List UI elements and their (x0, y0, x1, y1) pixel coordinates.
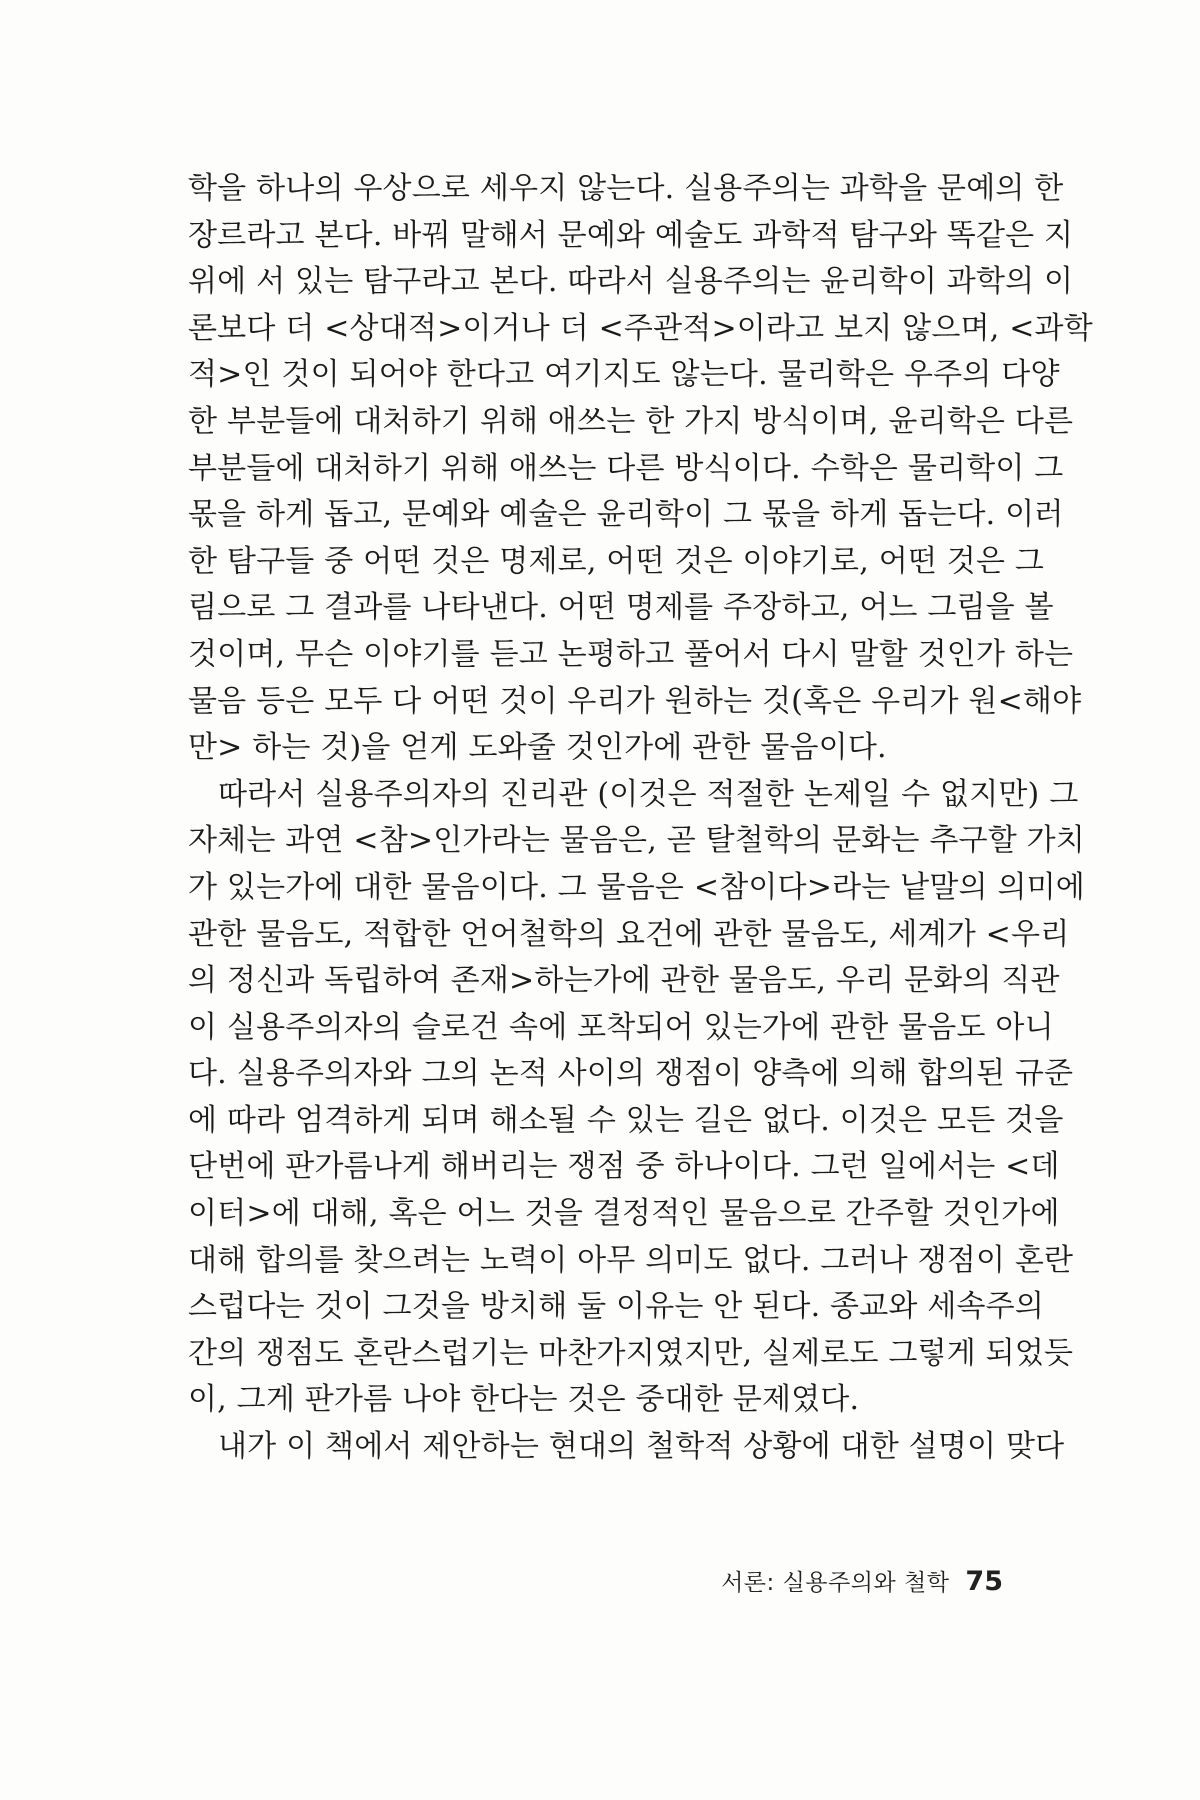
text-line: 이터>에 대해, 혹은 어느 것을 결정적인 물음으로 간주할 것인가에 (188, 1196, 1060, 1232)
running-head: 서론: 실용주의와 철학 (721, 1570, 950, 1596)
paragraph-start-line: 내가 이 책에서 제안하는 현대의 철학적 상황에 대한 설명이 맞다 (218, 1429, 1065, 1465)
text-line: 몫을 하게 돕고, 문예와 예술은 윤리학이 그 몫을 하게 돕는다. 이러 (188, 497, 1064, 533)
text-line: 것이며, 무슨 이야기를 듣고 논평하고 풀어서 다시 말할 것인가 하는 (188, 636, 1074, 672)
text-line: 부분들에 대처하기 위해 애쓰는 다른 방식이다. 수학은 물리학이 그 (188, 450, 1064, 486)
text-line: 에 따라 엄격하게 되며 해소될 수 있는 길은 없다. 이것은 모든 것을 (188, 1102, 1064, 1138)
text-line: 간의 쟁점도 혼란스럽기는 마찬가지였지만, 실제로도 그렇게 되었듯 (188, 1335, 1074, 1371)
text-line: 대해 합의를 찾으려는 노력이 아무 의미도 없다. 그러나 쟁점이 혼란 (188, 1242, 1074, 1278)
body-text (188, 166, 1093, 1471)
text-line: 의 정신과 독립하여 존재>하는가에 관한 물음도, 우리 문화의 직관 (188, 963, 1060, 999)
text-line: 다. 실용주의자와 그의 논적 사이의 쟁점이 양측에 의해 합의된 규준 (188, 1056, 1074, 1092)
text-line: 관한 물음도, 적합한 언어철학의 요건에 관한 물음도, 세계가 <우리 (188, 916, 1070, 952)
text-line: 가 있는가에 대한 물음이다. 그 물음은 <참이다>라는 낱말의 의미에 (188, 869, 1085, 905)
text-line: 론보다 더 <상대적>이거나 더 <주관적>이라고 보지 않으며, <과학 (188, 310, 1093, 346)
text-line: 물음 등은 모두 다 어떤 것이 우리가 원하는 것(혹은 우리가 원<해야 (188, 683, 1082, 719)
text-line: 만> 하는 것)을 얻게 도와줄 것인가에 관한 물음이다. (188, 730, 887, 766)
text-line: 자체는 과연 <참>인가라는 물음은, 곧 탈철학의 문화는 추구할 가치 (188, 823, 1085, 859)
text-line: 단번에 판가름나게 해버리는 쟁점 중 하나이다. 그런 일에서는 <데 (188, 1149, 1060, 1185)
text-line: 한 부분들에 대처하기 위해 애쓰는 한 가지 방식이며, 윤리학은 다른 (188, 403, 1074, 439)
page-number: 75 (965, 1566, 1003, 1597)
text-line: 이, 그게 판가름 나야 한다는 것은 중대한 문제였다. (188, 1382, 860, 1418)
text-line: 학을 하나의 우상으로 세우지 않는다. 실용주의는 과학을 문예의 한 (188, 171, 1064, 206)
paragraph-start-line: 따라서 실용주의자의 진리관 (이것은 적절한 논제일 수 없지만) 그 (218, 776, 1079, 812)
text-line: 림으로 그 결과를 나타낸다. 어떤 명제를 주장하고, 어느 그림을 볼 (188, 590, 1054, 626)
text-line: 위에 서 있는 탐구라고 본다. 따라서 실용주의는 윤리학이 과학의 이 (188, 264, 1074, 300)
text-line: 스럽다는 것이 그것을 방치해 둘 이유는 안 된다. 종교와 세속주의 (188, 1289, 1045, 1325)
page-footer (721, 1564, 1003, 1597)
text-line: 한 탐구들 중 어떤 것은 명제로, 어떤 것은 이야기로, 어떤 것은 그 (188, 543, 1045, 579)
text-line: 적>인 것이 되어야 한다고 여기지도 않는다. 물리학은 우주의 다양 (188, 357, 1060, 393)
text-line: 이 실용주의자의 슬로건 속에 포착되어 있는가에 관한 물음도 아니 (188, 1009, 1054, 1045)
text-line: 장르라고 본다. 바꿔 말해서 문예와 예술도 과학적 탐구와 똑같은 지 (188, 217, 1074, 253)
